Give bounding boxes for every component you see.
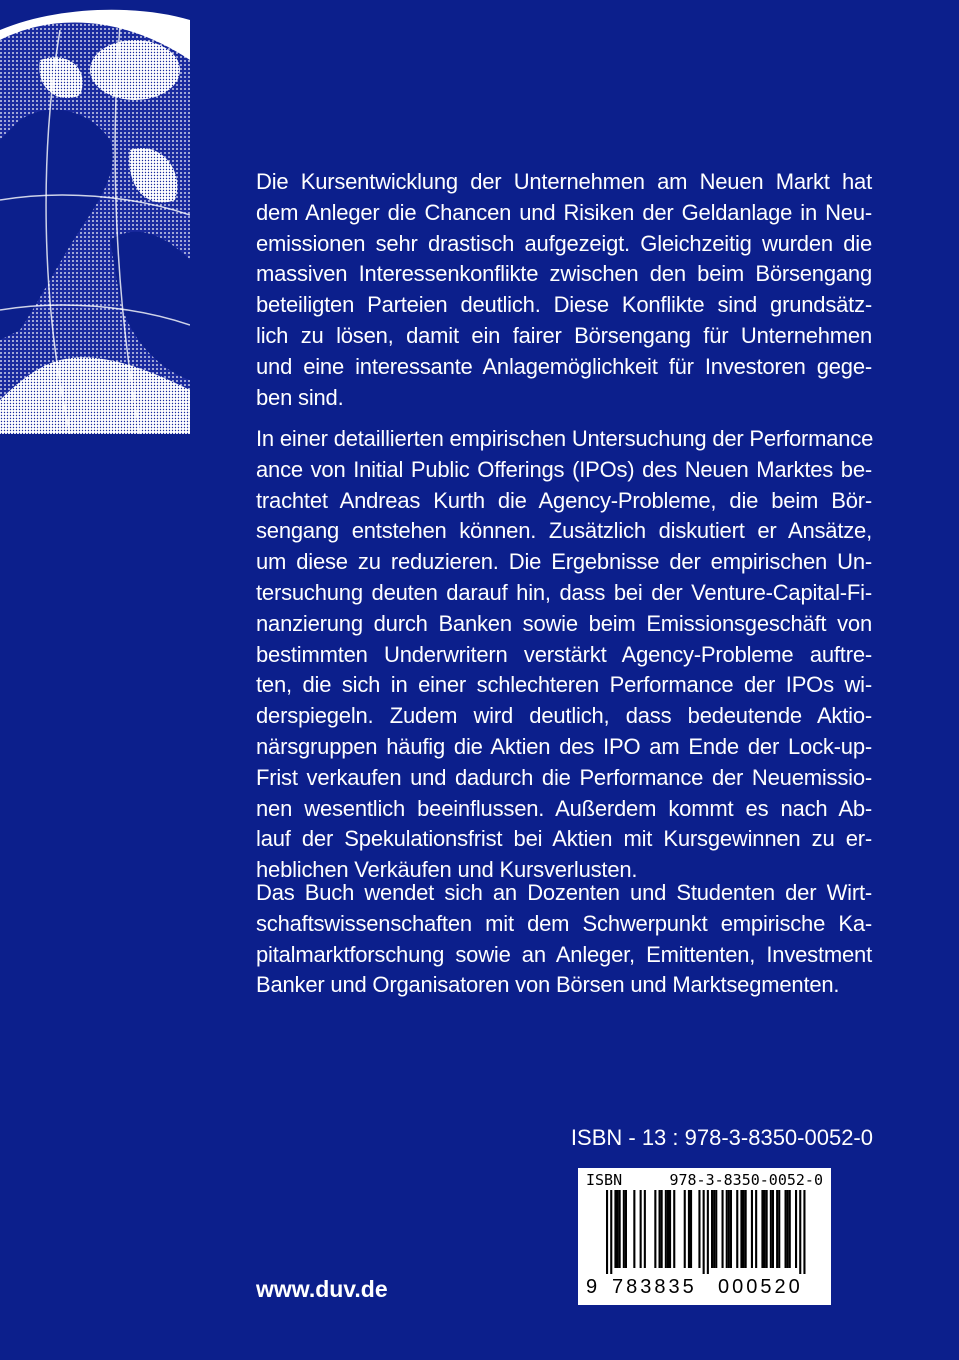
barcode-bar [736,1190,738,1268]
barcode-bar [640,1190,642,1268]
text-line: emissionen sehr drastisch aufgezeigt. Gleichzeitig wurden die [256,230,872,256]
text-line: Das Buch wendet sich an Dozenten und Studenten der Wirt- [256,880,872,905]
text-line: schaftswissenschaften mit dem Schwerpunkt empirische Ka- [256,910,872,936]
text-line: um diese zu reduzieren. Die Ergebnisse der empirischen Un- [256,549,872,575]
barcode-bar [659,1190,661,1268]
text-line: heblichen Verkäufen und Kursverlusten. [256,857,638,883]
barcode-bar [715,1190,717,1268]
barcode-bar [711,1190,713,1268]
paragraph-3 [256,878,872,1001]
barcode-bar [698,1190,700,1268]
barcode [578,1168,831,1305]
barcode-bar [619,1190,621,1268]
barcode-bar [665,1190,667,1268]
barcode-bar [770,1190,772,1268]
text-line: massiven Interessenkonflikte zwischen den beim Börsengang [256,261,872,287]
globe-illustration [0,0,190,434]
barcode-bar [787,1190,789,1268]
barcode-bar [745,1190,747,1268]
text-line: pitalmarktforschung sowie an Anleger, Emittenten, Investment [256,941,872,967]
text-line: Die Kursentwicklung der Unternehmen am Neuen Markt hat [256,169,872,194]
barcode-bar [644,1190,646,1268]
barcode-bar [661,1190,663,1268]
isbn-13-label: ISBN - 13 : 978-3-8350-0052-0 [570,1125,873,1150]
barcode-bar [761,1190,763,1268]
barcode-bar [713,1190,715,1268]
text-line: Banker und Organisatoren von Börsen und Marktsegmenten. [256,972,840,998]
barcode-bar [751,1190,753,1268]
text-line: ben sind. [256,384,344,410]
barcode-bar [795,1190,797,1268]
barcode-bar [722,1190,724,1268]
text-line: ance von Initial Public Offerings (IPOs) des Neuen Marktes be- [256,456,872,482]
barcode-bar [789,1190,791,1268]
text-line: sengang entstehen können. Zusätzlich diskutiert er Ansätze, [256,518,872,544]
barcode-bar [772,1190,774,1268]
barcode-bar [673,1190,675,1268]
barcode-bar [617,1190,619,1268]
text-line: närsgruppen häufig die Aktien des IPO am Ende der Lock-up- [256,733,872,759]
barcode-bar [654,1190,656,1268]
text-line: ten, die sich in einer schlechteren Performance der IPOs wi- [256,672,872,698]
barcode-bar [688,1190,690,1268]
text-line: tersuchung deuten darauf hin, dass bei der Venture-Capital-Fi- [256,579,872,605]
barcode-bar [707,1190,709,1274]
text-line: lauf der Spekulationsfrist bei Aktien mit Kursgewinnen zu er- [256,826,872,852]
barcode-bar [730,1190,732,1268]
text-line: derspiegeln. Zudem wird deutlich, dass bedeutende Aktio- [256,703,872,729]
barcode-bar [728,1190,730,1268]
text-line: bestimmten Underwritern verstärkt Agency-Probleme auftre- [256,641,872,667]
barcode-first-digit: 9 [586,1276,598,1298]
barcode-bar [690,1190,692,1268]
barcode-bar [667,1190,669,1268]
barcode-right-digits: 000520 [718,1276,803,1298]
barcode-bar [799,1190,801,1274]
barcode-bar [740,1190,742,1268]
barcode-isbn-text: ISBN 978-3-8350-0052-0 [586,1171,823,1189]
barcode-bar [633,1190,635,1268]
barcode-left-digits: 783835 [612,1276,697,1298]
text-line: lich zu lösen, damit ein fairer Börsengang für Unternehmen [256,322,872,348]
barcode-bar [703,1190,705,1274]
text-line: In einer detaillierten empirischen Untersuchung der Performance [256,426,874,451]
barcode-bar [755,1190,757,1268]
barcode-bar [606,1190,608,1274]
barcode-bar [669,1190,671,1268]
barcode-bar [623,1190,625,1268]
barcode-bar [766,1190,768,1268]
text-line: nanzierung durch Banken sowie beim Emissionsgeschäft von [256,610,872,636]
barcode-bar [743,1190,745,1268]
globe-image [0,0,190,434]
barcode-bar [785,1190,787,1268]
barcode-bars [586,1190,823,1274]
barcode-bar [726,1190,728,1268]
text-line: dem Anleger die Chancen und Risiken der Geldanlage in Neu- [256,199,872,225]
barcode-bar [625,1190,627,1268]
barcode-bar [610,1190,612,1274]
text-line: und eine interessante Anlagemöglichkeit für Investoren gege- [256,353,872,379]
paragraph-2 [256,424,872,886]
barcode-bar [776,1190,778,1268]
website-url: www.duv.de [256,1276,388,1302]
barcode-bar [614,1190,616,1268]
barcode-bar [803,1190,805,1274]
barcode-bar [684,1190,686,1268]
text-line: Frist verkaufen und dadurch die Performance der Neuemissio- [256,764,872,790]
barcode-bar [778,1190,780,1268]
text-line: beteiligten Parteien deutlich. Diese Konflikte sind grundsätz- [256,292,872,318]
paragraph-1 [256,167,872,413]
barcode-bar [764,1190,766,1268]
text-line: nen wesentlich beeinflussen. Außerdem kommt es nach Ab- [256,795,872,821]
text-line: trachtet Andreas Kurth die Agency-Probleme, die beim Bör- [256,487,872,513]
